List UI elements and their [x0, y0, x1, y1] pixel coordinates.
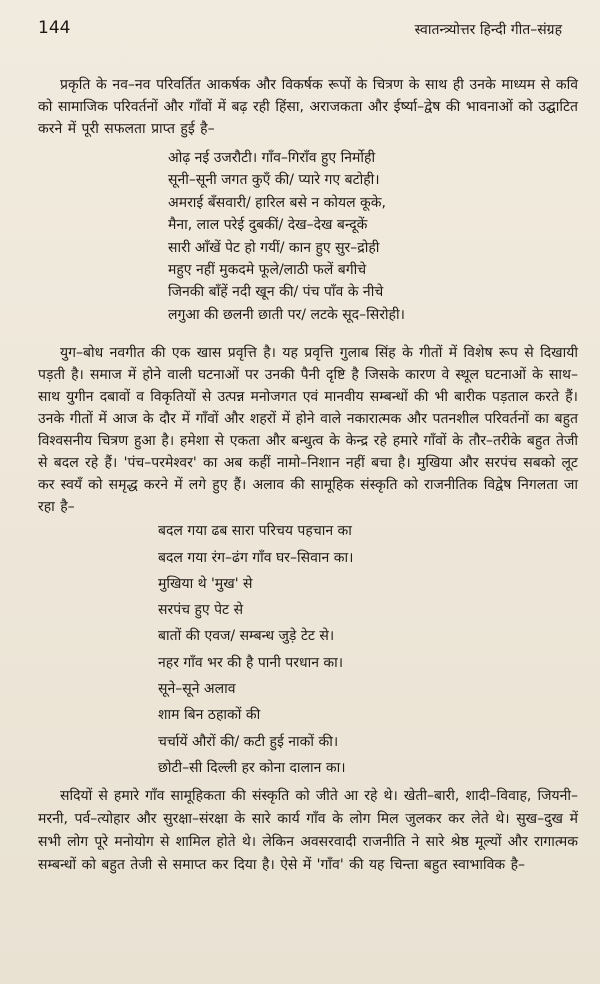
poem-line: चर्चायें औरों की/ कटी हुई नाकों की।: [158, 733, 339, 750]
running-title: स्वातन्त्र्योत्तर हिन्दी गीत–संग्रह: [414, 22, 562, 38]
paragraph-2: युग–बोध नवगीत की एक खास प्रवृत्ति है। यह प्रवृत्ति गुलाब सिंह के गीतों में विशेष रूप से दिखायी पड़ती है। समाज में होने वाली घटनाओं पर उनकी पैनी दृष्टि है जिसके कारण वे स्थूल घटनाओं के साथ–साथ युगीन दबावों व विकृतियों से उत्पन्न मनोजगत एवं मानवीय सम्बन्धों की भी बारीक पड़ताल करते हैं। उनके गीतों में आज के दौर में गाँवों और शहरों में होने वाले नकारात्मक और पतनशील परिवर्तनों का बहुत विश्वसनीय चित्रण हुआ है। हमेशा से एकता और बन्धुत्व के केन्द्र रहे हमारे गाँवों के तौर–तरीके बहुत तेजी से बदल रहे हैं। 'पंच–परमेश्वर' का अब कहीं नामो–निशान नहीं बचा है। मुखिया और सरपंच सबको लूट कर स्वयँ को समृद्ध करने में लगे हुए हैं। अलाव की सामूहिक संस्कृति को राजनीतिक विद्वेष निगलता जा रहा है–: [38, 345, 578, 516]
poem-line: बदल गया रंग–ढंग गाँव घर–सिवान का।: [158, 549, 354, 566]
poem-line: छोटी–सी दिल्ली हर कोना दालान का।: [158, 759, 346, 776]
poem-line: महुए नहीं मुकदमे फूले/लाठी फलें बगीचे: [168, 262, 367, 279]
paragraph-3: सदियों से हमारे गाँव सामूहिकता की संस्कृति को जीते आ रहे थे। खेती–बारी, शादी–विवाह, जियनी–मरनी, पर्व–त्योहार और सुरक्षा–संरक्षा के सारे कार्य गाँव के लोग मिल जुलकर कर लेते थे। सुख–दुख में सभी लोग पूरे मनोयोग से शामिल होते थे। लेकिन अवसरवादी राजनीति ने सारे श्रेष्ठ मूल्यों और रागात्मक सम्बन्धों को बहुत तेजी से समाप्त कर दिया है। ऐसे में 'गाँव' की यह चिन्ता बहुत स्वाभाविक है–: [38, 788, 578, 874]
poem-line: मैना, लाल परेई दुबकीं/ देख–देख बन्दूकें: [168, 217, 368, 234]
poem-line: सूने–सूने अलाव: [158, 681, 236, 698]
page-number: 144: [38, 18, 71, 38]
poem-line: शाम बिन ठहाकों की: [158, 707, 261, 724]
poem-line: सूनी–सूनी जगत कुएँ की/ प्यारे गए बटोही।: [168, 172, 380, 189]
page-body: [38, 74, 578, 877]
poem-line: लगुआ की छलनी छाती पर/ लटके सूद–सिरोही।: [168, 306, 405, 323]
poem-line: मुखिया थे 'मुख' से: [158, 575, 253, 592]
page-header: [38, 18, 562, 42]
poem-line: अमराई बँसवारी/ हारिल बसे न कोयल कूके,: [168, 194, 387, 211]
poem-line: सरपंच हुए पेट से: [158, 602, 244, 619]
poem-excerpt-1: [168, 147, 578, 326]
poem-line: सारी आँखें पेट हो गयीं/ कान हुए सुर–द्रोही: [168, 239, 380, 256]
poem-line: जिनकी बाँहें नदी खून की/ पंच पाँव के नीचे: [168, 284, 384, 301]
poem-line: बातों की एवज/ सम्बन्ध जुड़े टेट से।: [158, 628, 335, 645]
poem-excerpt-2: [158, 518, 578, 781]
poem-line: ओढ़ नई उजरौटी। गाँव–गिराँव हुए निर्मोही: [168, 150, 376, 166]
poem-line: नहर गाँव भर की है पानी परधान का।: [158, 654, 344, 671]
poem-line: बदल गया ढब सारा परिचय पहचान का: [158, 523, 352, 540]
paragraph-1: प्रकृति के नव–नव परिवर्तित आकर्षक और विकर्षक रूपों के चित्रण के साथ ही उनके माध्यम से कवि को सामाजिक परिवर्तनों और गाँवों में बढ़ रही हिंसा, अराजकता और ईर्ष्या–द्वेष की भावनाओं को उद्घाटित करने में पूरी सफलता प्राप्त हुई है–: [38, 77, 578, 137]
